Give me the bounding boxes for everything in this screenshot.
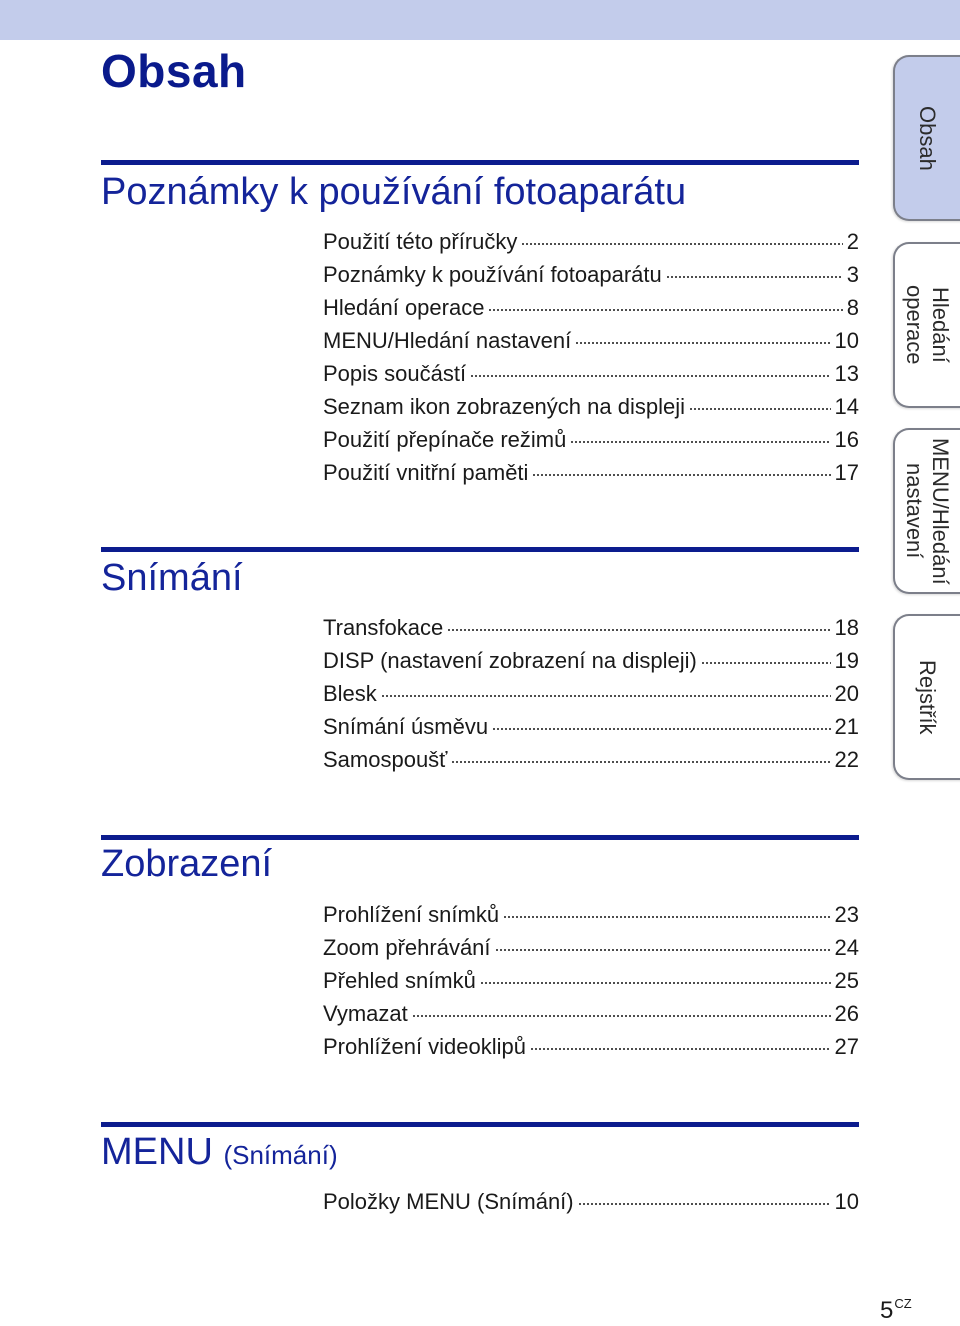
- toc-entry-page: 27: [834, 1034, 859, 1059]
- toc-entry-page: 13: [834, 361, 859, 386]
- toc-entry-page: 18: [834, 615, 859, 640]
- toc-entry-title: Prohlížení videoklipů: [323, 1034, 527, 1059]
- toc-entry-page: 10: [834, 1189, 859, 1214]
- toc-entry-page: 23: [834, 902, 859, 927]
- toc-list-snimani: [323, 611, 859, 776]
- dot-leader: [381, 695, 831, 697]
- toc-entry-title: Položky MENU (Snímání): [323, 1189, 574, 1214]
- section-rule: [101, 547, 859, 552]
- side-tab-obsah[interactable]: [893, 55, 960, 221]
- toc-entry[interactable]: [323, 611, 859, 644]
- toc-entry-title: Blesk: [323, 681, 377, 706]
- toc-entry-title: MENU/Hledání nastavení: [323, 328, 572, 353]
- dot-leader: [447, 629, 830, 631]
- section-rule: [101, 835, 859, 840]
- dot-leader: [521, 243, 842, 245]
- toc-entry-title: Použití této příručky: [323, 229, 518, 254]
- toc-entry[interactable]: [323, 390, 859, 423]
- toc-entry-title: Zoom přehrávání: [323, 935, 491, 960]
- side-tab-rejstrik[interactable]: [893, 614, 960, 780]
- section-heading-text: Poznámky k používání fotoaparátu: [101, 171, 687, 213]
- toc-entry-title: Použití přepínače režimů: [323, 427, 567, 452]
- dot-leader: [451, 761, 830, 763]
- side-tab-menu-hledani-nastaveni[interactable]: [893, 428, 960, 594]
- toc-entry[interactable]: [323, 677, 859, 710]
- dot-leader: [480, 982, 831, 984]
- dot-leader: [570, 441, 830, 443]
- toc-entry-page: 21: [834, 714, 859, 739]
- toc-entry-title: Přehled snímků: [323, 968, 476, 993]
- toc-entry-page: 25: [834, 968, 859, 993]
- toc-list-poznamky: [323, 225, 859, 489]
- section-heading-text: Snímání: [101, 557, 243, 599]
- toc-entry-title: Prohlížení snímků: [323, 902, 500, 927]
- page-number-value: 5: [880, 1297, 894, 1324]
- side-tab-label: Rejstřík: [915, 659, 940, 735]
- toc-entry-page: 16: [834, 427, 859, 452]
- dot-leader: [412, 1015, 831, 1017]
- toc-entry-title: Poznámky k používání fotoaparátu: [323, 262, 662, 287]
- section-rule: [101, 160, 859, 165]
- dot-leader: [530, 1048, 831, 1050]
- toc-entry-page: 20: [834, 681, 859, 706]
- toc-entry-title: Transfokace: [323, 615, 444, 640]
- section-rule: [101, 1122, 859, 1127]
- toc-entry[interactable]: [323, 324, 859, 357]
- toc-entry-title: Použití vnitřní paměti: [323, 460, 529, 485]
- dot-leader: [689, 408, 831, 410]
- toc-entry-page: 17: [834, 460, 859, 485]
- toc-entry-title: Hledání operace: [323, 295, 485, 320]
- toc-entry[interactable]: [323, 710, 859, 743]
- dot-leader: [578, 1203, 831, 1205]
- side-tab-label: MENU/Hledání nastavení: [902, 437, 953, 585]
- toc-entry-page: 19: [834, 648, 859, 673]
- section-heading-menu: [101, 1130, 338, 1177]
- dot-leader: [532, 474, 830, 476]
- toc-list-menu: [323, 1185, 859, 1218]
- toc-entry[interactable]: [323, 357, 859, 390]
- toc-entry[interactable]: [323, 964, 859, 997]
- toc-entry-page: 22: [834, 747, 859, 772]
- toc-entry[interactable]: [323, 258, 859, 291]
- dot-leader: [575, 342, 830, 344]
- dot-leader: [503, 916, 830, 918]
- toc-entry[interactable]: [323, 931, 859, 964]
- toc-entry[interactable]: [323, 456, 859, 489]
- section-heading-suffix: (Snímání): [223, 1140, 338, 1170]
- toc-entry[interactable]: [323, 997, 859, 1030]
- dot-leader: [492, 728, 830, 730]
- toc-entry-title: Vymazat: [323, 1001, 408, 1026]
- dot-leader: [488, 309, 842, 311]
- toc-entry-title: Snímání úsměvu: [323, 714, 489, 739]
- side-tab-label: Obsah: [915, 105, 940, 171]
- dot-leader: [470, 375, 830, 377]
- toc-entry-page: 2: [846, 229, 859, 254]
- page-title: Obsah: [101, 45, 247, 97]
- toc-entry[interactable]: [323, 225, 859, 258]
- dot-leader: [701, 662, 831, 664]
- top-band: [0, 0, 960, 40]
- toc-list-zobrazeni: [323, 898, 859, 1063]
- dot-leader: [495, 949, 831, 951]
- section-heading-text: MENU: [101, 1131, 213, 1173]
- side-tab-hledani-operace[interactable]: [893, 242, 960, 408]
- section-heading-snimani: [101, 556, 243, 600]
- toc-entry[interactable]: [323, 743, 859, 776]
- toc-entry[interactable]: [323, 1030, 859, 1063]
- section-heading-text: Zobrazení: [101, 843, 273, 885]
- page-number: [880, 1296, 912, 1325]
- toc-entry-page: 10: [834, 328, 859, 353]
- toc-entry-page: 3: [846, 262, 859, 287]
- toc-entry-page: 8: [846, 295, 859, 320]
- toc-entry-page: 14: [834, 394, 859, 419]
- toc-entry[interactable]: [323, 644, 859, 677]
- toc-entry[interactable]: [323, 1185, 859, 1218]
- section-heading-zobrazeni: [101, 842, 272, 886]
- toc-entry-title: Popis součástí: [323, 361, 467, 386]
- toc-entry-page: 24: [834, 935, 859, 960]
- toc-entry-title: DISP (nastavení zobrazení na displeji): [323, 648, 697, 673]
- section-heading-poznamky: [101, 170, 686, 214]
- page-number-suffix: CZ: [894, 1296, 912, 1311]
- toc-entry-title: Seznam ikon zobrazených na displeji: [323, 394, 685, 419]
- dot-leader: [666, 276, 843, 278]
- toc-entry[interactable]: [323, 898, 859, 931]
- toc-entry[interactable]: [323, 423, 859, 456]
- side-tab-label: Hledání operace: [902, 285, 953, 365]
- toc-entry-page: 26: [834, 1001, 859, 1026]
- toc-entry[interactable]: [323, 291, 859, 324]
- toc-entry-title: Samospoušť: [323, 747, 448, 772]
